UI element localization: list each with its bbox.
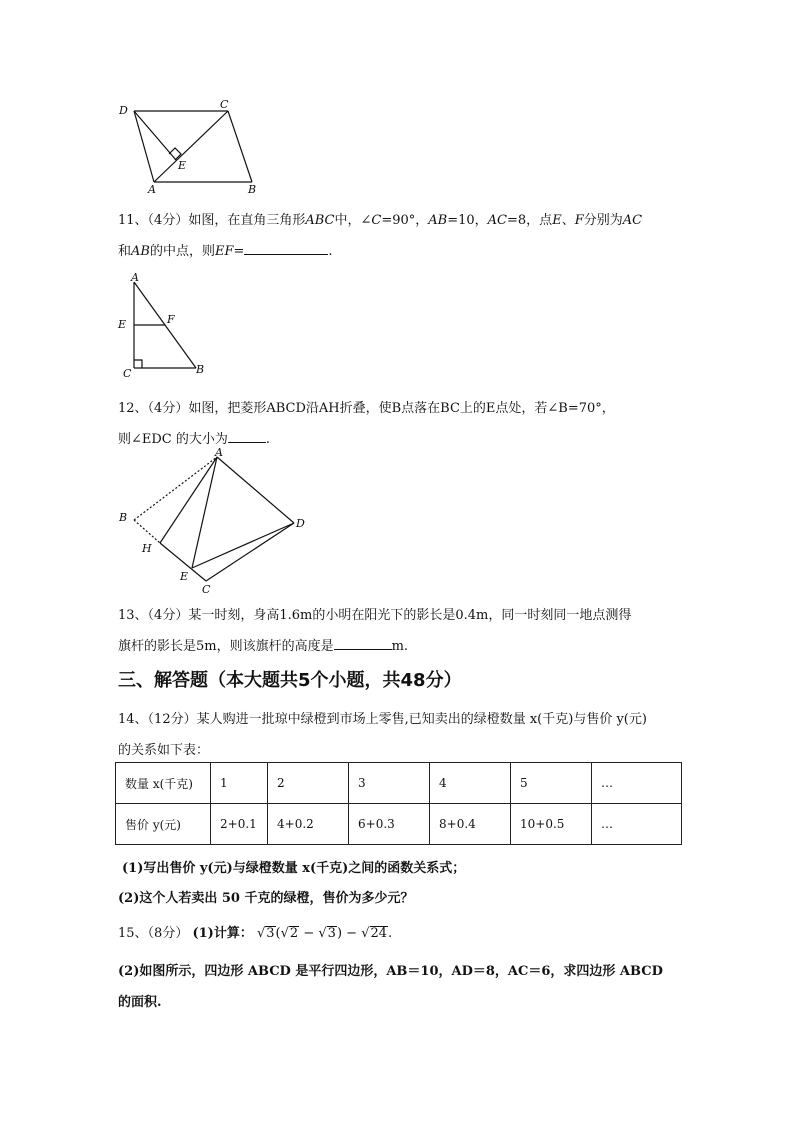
label-b: B <box>119 511 128 524</box>
table-cell: 数量 x(千克) <box>116 763 211 804</box>
table-cell: 售价 y(元) <box>116 804 211 845</box>
label-d: D <box>296 517 305 530</box>
q14-line2: 的关系如下表： <box>118 743 210 758</box>
table-cell: 2+0.1 <box>211 804 268 845</box>
label-h: H <box>142 542 152 555</box>
table-cell: 4 <box>430 763 511 804</box>
figure-right-triangle <box>114 270 214 382</box>
q15-line1: 15、（8分） (1)计算： √3(√2 − √3) − √24. <box>118 926 393 941</box>
table-cell: 3 <box>349 763 430 804</box>
answer-blank <box>228 430 266 443</box>
q12-line1: 12、（4分）如图，把菱形ABCD沿AH折叠，使B点落在BC上的E点处，若∠B=70°， <box>118 401 615 416</box>
q14-line1: 14、（12分）某人购进一批琼中绿橙到市场上零售,已知卖出的绿橙数量 x(千克)与售价 y(元) <box>118 712 647 727</box>
label-f: F <box>167 313 175 326</box>
label-d: D <box>119 104 128 117</box>
table-cell: 10+0.5 <box>511 804 592 845</box>
table-row <box>116 763 682 804</box>
label-e: E <box>178 159 187 172</box>
sqrt-expression: √3(√2 − √3) − √24. <box>256 926 393 941</box>
label-a: A <box>131 271 139 284</box>
section-heading: 三、解答题（本大题共5个小题，共48分） <box>118 670 462 691</box>
q15-part2-line2: 的面积. <box>118 995 162 1010</box>
label-b: B <box>196 363 205 376</box>
table-cell: 1 <box>211 763 268 804</box>
q15-part2-line1: (2)如图所示，四边形 ABCD 是平行四边形，AB＝10，AD＝8，AC＝6，求四边形 ABCD <box>118 964 663 979</box>
label-c: C <box>123 367 132 380</box>
price-table <box>115 762 682 845</box>
table-cell: 5 <box>511 763 592 804</box>
answer-blank <box>334 637 392 650</box>
table-cell: … <box>592 763 682 804</box>
table-cell: 2 <box>268 763 349 804</box>
table-cell: 8+0.4 <box>430 804 511 845</box>
label-e: E <box>118 318 127 331</box>
q11-line2: 和AB的中点，则EF= . <box>118 244 333 259</box>
q13-line2: 旗杆的影长是5m，则该旗杆的高度是 m. <box>118 639 409 654</box>
q12-line2: 则∠EDC 的大小为 . <box>118 432 271 447</box>
label-a: A <box>215 446 223 459</box>
label-b: B <box>248 183 257 196</box>
table-cell: 6+0.3 <box>349 804 430 845</box>
table-cell: … <box>592 804 682 845</box>
figure-parallelogram <box>112 96 272 198</box>
label-e: E <box>180 570 189 583</box>
figure-rhombus-fold <box>112 446 312 596</box>
q14-sub2: (2)这个人若卖出 50 千克的绿橙，售价为多少元？ <box>118 891 414 906</box>
q13-line1: 13、（4分）某一时刻，身高1.6m的小明在阳光下的影长是0.4m，同一时刻同一地点测得 <box>118 608 632 623</box>
q11-line1: 11、（4分）如图，在直角三角形ABC中，∠C=90°，AB=10，AC=8，点E、F分别为AC <box>118 213 643 228</box>
table-cell: 4+0.2 <box>268 804 349 845</box>
label-a: A <box>148 183 156 196</box>
answer-blank <box>244 242 328 255</box>
q14-sub1: (1)写出售价 y(元)与绿橙数量 x(千克)之间的函数关系式； <box>122 861 466 876</box>
label-c: C <box>220 98 229 111</box>
table-row <box>116 804 682 845</box>
label-c: C <box>202 583 211 596</box>
